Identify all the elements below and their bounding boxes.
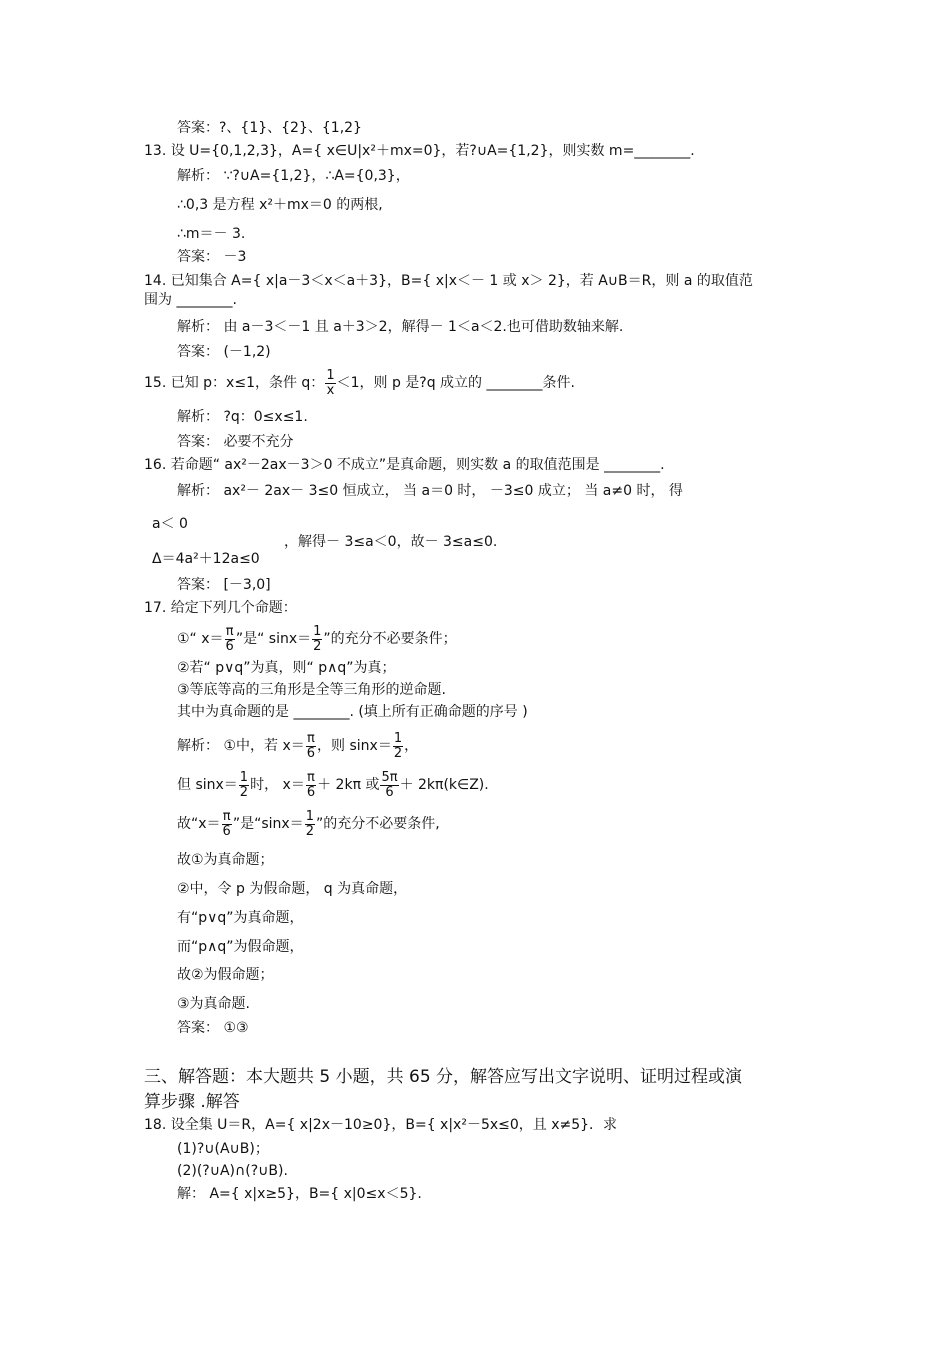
question-13: 13. 设 U={0,1,2,3}，A={ x∈U|x²＋mx=0}，若?∪A={1,2}，则实数 m=________. [144,143,695,159]
analysis-line: 而“p∧q”为假命题， [177,939,304,955]
analysis-line: 解析： ax²－ 2ax－ 3≤0 恒成立， 当 a＝0 时， －3≤0 成立； 当 a≠0 时， 得 [177,483,683,499]
analysis-line: ∴0,3 是方程 x²＋mx＝0 的两根, [177,197,383,213]
section-heading-cont: 算步骤 .解答 [144,1092,240,1112]
fraction: $\frac{\pi}{6}$ [222,808,231,839]
analysis-line: ∴m＝－ 3. [177,226,246,242]
question-14: 14. 已知集合 A={ x|a－3＜x＜a＋3}，B={ x|x＜－ 1 或 x＞ 2}，若 A∪B＝R，则 a 的取值范 [144,273,753,289]
q17-item-2: ②若“ p∨q”为真，则“ p∧q”为真； [177,660,396,676]
analysis-line: 解析： 由 a－3＜－1 且 a＋3＞2，解得－ 1＜a＜2.也可借助数轴来解. [177,319,624,335]
q18-part-2: (2)(?∪A)∩(?∪B). [177,1163,288,1179]
system-line-1: a＜ 0 [152,516,188,532]
answer-line: 答案： －3 [177,249,247,265]
fraction: $\frac{\pi}{6}$ [306,769,316,800]
q17-item-3: ③等底等高的三角形是全等三角形的逆命题. [177,682,446,698]
analysis-line: ③为真命题. [177,996,251,1012]
question-15 [144,366,575,400]
fraction: $\frac{\pi}{6}$ [225,623,234,654]
answer-line: 答案：?、{1}、{2}、{1,2} [177,120,362,136]
q15-text: ＜1，则 p 是?q 成立的 ________条件. [336,375,575,391]
question-17: 17. 给定下列几个命题： [144,600,297,616]
analysis-line: 故②为假命题； [177,967,274,983]
analysis-line: 解析： ∵?∪A={1,2}，∴A={0,3}， [177,168,410,184]
solution-line: 解： A={ x|x≥5}，B={ x|0≤x＜5}. [177,1186,422,1202]
fraction: $\frac{1}{2}$ [239,769,249,800]
answer-line: 答案： 必要不充分 [177,434,294,450]
fraction: $\frac{5\pi}{6}$ [381,769,398,800]
q18-part-1: (1)?∪(A∪B)； [177,1141,269,1157]
analysis-line: 解析： ?q：0≤x≤1. [177,409,308,425]
question-14-cont: 围为 ________. [144,292,237,308]
system-line-2: Δ＝4a²＋12a≤0 [152,551,260,567]
analysis-line: 故“x＝ $\frac{\pi}{6}$ ”是“sinx＝ $\frac{1}{2}$ ”的充分不必要条件, [177,808,440,839]
fraction: $\frac{1}{x}$ [326,367,335,398]
analysis-line: 解析： ①中，若 x＝ $\frac{\pi}{6}$ ，则 sinx＝ $\frac{1}{2}$ ， [177,730,419,761]
analysis-line: ②中，令 p 为假命题， q 为真命题， [177,881,408,897]
analysis-line: ，解得－ 3≤a＜0，故－ 3≤a≤0. [284,534,498,550]
fraction: $\frac{1}{2}$ [305,808,314,839]
fraction: $\frac{1}{2}$ [313,623,322,654]
fraction: $\frac{1}{2}$ [393,730,403,761]
fraction: $\frac{\pi}{6}$ [306,730,316,761]
q17-ask: 其中为真命题的是 ________. (填上所有正确命题的序号 ) [177,704,528,720]
analysis-line: 但 sinx＝ $\frac{1}{2}$ 时， x＝ $\frac{\pi}{6}$ ＋ 2kπ 或 $\frac{5\pi}{6}$ ＋ 2kπ(k∈Z). [177,769,489,800]
answer-line: 答案： ①③ [177,1020,249,1036]
analysis-line: 故①为真命题； [177,852,274,868]
question-18: 18. 设全集 U＝R，A={ x|2x－10≥0}，B={ x|x²－5x≤0，且 x≠5}．求 [144,1117,618,1133]
answer-line: 答案： (－1,2) [177,344,271,360]
question-16: 16. 若命题“ ax²－2ax－3＞0 不成立”是真命题，则实数 a 的取值范围是 ________. [144,457,665,473]
analysis-line: 有“p∨q”为真命题， [177,910,304,926]
q15-text: 15. 已知 p：x≤1，条件 q： [144,375,325,391]
section-heading: 三、解答题：本大题共 5 小题，共 65 分，解答应写出文字说明、证明过程或演 [144,1067,743,1087]
q17-item-1: ①“ x＝ $\frac{\pi}{6}$ ”是“ sinx＝ $\frac{1}{2}$ ”的充分不必要条件； [177,623,457,654]
answer-line: 答案： [－3,0] [177,577,271,593]
